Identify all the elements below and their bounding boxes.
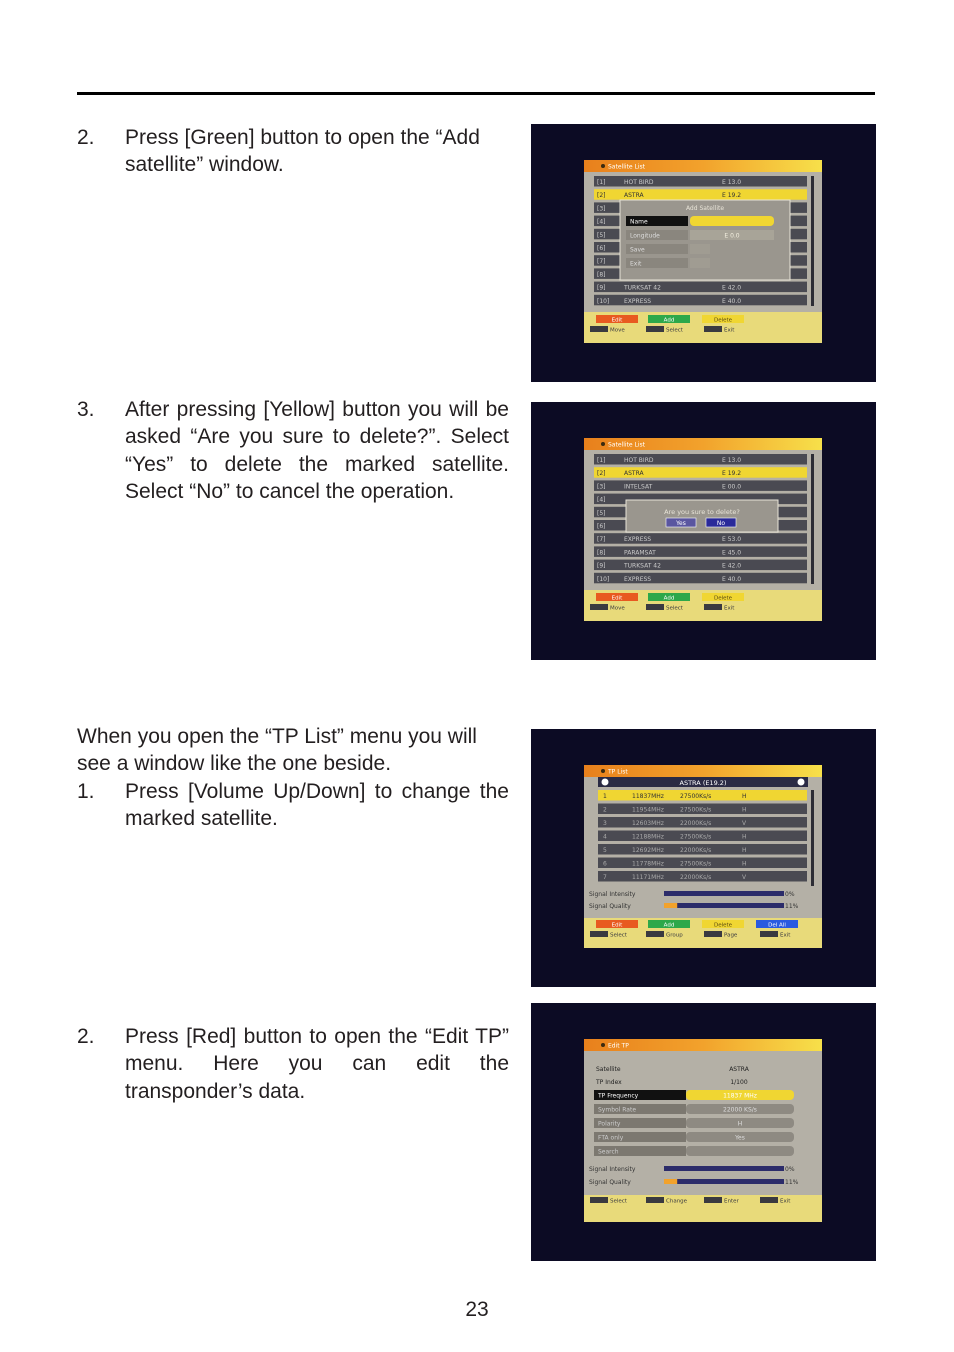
remote-key-icon (590, 1197, 608, 1203)
screenshot-delete-confirm (531, 402, 876, 660)
step-number: 1. (77, 779, 95, 803)
signal-value: 11% (785, 1179, 799, 1186)
bullet-icon (601, 1043, 605, 1047)
section-add-satellite (77, 124, 509, 179)
row-frequency: 12188MHz (632, 833, 664, 841)
screenshot-add-satellite (531, 124, 876, 382)
signal-bar-track (664, 1179, 784, 1184)
row-index: 4 (603, 833, 607, 841)
row-index: [8] (597, 549, 606, 557)
row-index: [3] (597, 483, 606, 491)
dialog-field-label: Save (630, 246, 645, 254)
remote-key-icon (704, 604, 722, 610)
scrollbar (811, 790, 814, 886)
row-index: [9] (597, 284, 606, 292)
row-frequency: 11171MHz (632, 874, 664, 881)
row-frequency: 11778MHz (632, 860, 664, 868)
yes-label: Yes (676, 520, 686, 527)
field-value-bg (686, 1146, 794, 1156)
color-key-label: Add (663, 595, 675, 602)
osd-title: Satellite List (608, 163, 645, 171)
signal-label: Signal Intensity (589, 1166, 636, 1173)
dialog-field-value-bg (690, 244, 710, 254)
row-index: [10] (597, 297, 610, 305)
field-value: 22000 KS/s (723, 1106, 757, 1114)
row-name: TURKSAT 42 (624, 562, 661, 570)
remote-key-icon (590, 931, 608, 937)
row-index: [4] (597, 496, 606, 504)
row-index: [2] (597, 470, 606, 478)
row-index: [5] (597, 231, 606, 239)
osd-svg (584, 160, 822, 343)
hint-label: Select (610, 1198, 627, 1205)
field-value: H (737, 1120, 743, 1128)
row-polarity: H (742, 860, 747, 868)
row-index: [6] (597, 245, 606, 252)
signal-bar-fill (664, 903, 677, 908)
screenshot-tp-list (531, 729, 876, 987)
row-index: 2 (603, 806, 607, 814)
row-polarity: H (742, 806, 747, 814)
color-key-label: Delete (713, 595, 733, 602)
arrow-left-icon (602, 779, 609, 786)
section-edit-tp (77, 1023, 509, 1105)
intro-text: When you open the “TP List” menu you will see a window like the one beside. (77, 725, 477, 776)
field-label: Symbol Rate (598, 1106, 637, 1114)
row-name: ASTRA (624, 192, 644, 200)
row-symbol-rate: 27500Ks/s (680, 860, 712, 868)
signal-label: Signal Quality (589, 1179, 631, 1186)
signal-bar-fill (664, 1179, 677, 1184)
confirm-question: Are you sure to delete? (664, 508, 740, 516)
row-symbol-rate: 27500Ks/s (680, 793, 712, 800)
remote-key-icon (590, 604, 608, 610)
field-label: TP Frequency (598, 1092, 639, 1100)
row-name: INTELSAT (624, 483, 653, 491)
hint-label: Exit (780, 932, 791, 939)
color-key-label: Edit (611, 922, 623, 929)
color-key-label: Edit (611, 317, 623, 324)
osd-satellite-list-add (584, 160, 822, 343)
row-index: [1] (597, 457, 606, 464)
remote-key-icon (704, 931, 722, 937)
row-index: [4] (597, 218, 606, 226)
hint-label: Move (610, 605, 625, 612)
signal-value: 0% (785, 891, 795, 898)
hint-label: Exit (724, 605, 735, 612)
section-tp-list (77, 723, 509, 832)
signal-label: Signal Intensity (589, 891, 636, 898)
row-position: E 42.0 (722, 562, 742, 570)
bullet-icon (601, 442, 605, 446)
row-index: [9] (597, 562, 606, 570)
osd-title: Satellite List (608, 441, 645, 449)
dialog-field-value-bg (690, 258, 710, 268)
info-value: 1/100 (730, 1079, 748, 1086)
step-text: After pressing [Yellow] button you will be asked “Are you sure to delete?”. Select “Yes” to delete the marked satellite. Select “No” to cancel the operation. (125, 398, 509, 503)
row-frequency: 12692MHz (632, 847, 664, 854)
row-index: [2] (597, 192, 606, 200)
dialog-field-label: Exit (630, 260, 642, 268)
header-rule (77, 92, 875, 95)
row-symbol-rate: 22000Ks/s (680, 820, 712, 827)
row-position: E 19.2 (722, 192, 742, 200)
signal-bar-track (664, 903, 784, 908)
info-label: TP Index (596, 1079, 622, 1086)
osd-title: Edit TP (608, 1042, 629, 1050)
row-polarity: V (742, 820, 747, 827)
row-frequency: 11954MHz (632, 806, 664, 814)
step-text: Press [Red] button to open the “Edit TP” menu. Here you can edit the transponder’s data. (125, 1025, 509, 1103)
dialog-field-label: Name (630, 218, 648, 226)
color-key-label: Edit (611, 595, 623, 602)
step-number: 2. (77, 1025, 95, 1048)
signal-bar-track (664, 891, 784, 896)
dialog-title: Add Satellite (685, 205, 725, 212)
remote-key-icon (704, 326, 722, 332)
hint-label: Move (610, 327, 625, 334)
step-text: Press [Volume Up/Down] to change the marked satellite. (125, 779, 509, 830)
row-symbol-rate: 22000Ks/s (680, 874, 712, 881)
step-number: 2. (77, 126, 95, 149)
osd-svg (584, 1039, 822, 1222)
row-name: EXPRESS (624, 536, 652, 544)
arrow-right-icon (798, 779, 805, 786)
row-index: [3] (597, 205, 606, 213)
row-symbol-rate: 22000Ks/s (680, 847, 712, 854)
row-index: [6] (597, 523, 606, 530)
row-name: HOT BIRD (624, 179, 654, 186)
row-position: E 40.0 (722, 297, 742, 305)
row-position: E 19.2 (722, 470, 742, 478)
osd-svg (584, 765, 822, 948)
field-value: Yes (735, 1134, 745, 1142)
row-index: 6 (603, 860, 607, 868)
row-name: HOT BIRD (624, 457, 654, 464)
row-index: 7 (603, 874, 607, 881)
color-key-label: Add (663, 922, 675, 929)
signal-label: Signal Quality (589, 903, 631, 910)
satellite-name: ASTRA (E19.2) (679, 779, 727, 787)
hint-label: Group (666, 932, 683, 939)
row-polarity: V (742, 874, 747, 881)
signal-value: 11% (785, 903, 799, 910)
color-key-label: Add (663, 317, 675, 324)
color-key-label: Delete (713, 317, 733, 324)
row-polarity: H (742, 793, 747, 800)
osd-edit-tp (584, 1039, 822, 1222)
confirm-dialog (626, 500, 778, 532)
row-position: E 00.0 (722, 483, 742, 491)
row-name: EXPRESS (624, 297, 652, 305)
row-index: [10] (597, 575, 610, 583)
scrollbar (811, 454, 814, 584)
remote-key-icon (760, 931, 778, 937)
info-value: ASTRA (729, 1066, 749, 1073)
osd-tp-list (584, 765, 822, 948)
field-label: Search (598, 1148, 619, 1156)
row-index: 5 (603, 847, 607, 854)
scrollbar (811, 176, 814, 306)
signal-value: 0% (785, 1166, 795, 1173)
row-frequency: 12603MHz (632, 820, 664, 827)
row-position: E 42.0 (722, 284, 742, 292)
row-polarity: H (742, 847, 747, 854)
row-position: E 53.0 (722, 536, 742, 544)
hint-label: Enter (724, 1198, 739, 1205)
osd-satellite-list-delete (584, 438, 822, 621)
remote-key-icon (590, 326, 608, 332)
dialog-field-value: E 0.0 (724, 232, 740, 240)
color-key-label: Delete (713, 922, 733, 929)
row-symbol-rate: 27500Ks/s (680, 833, 712, 841)
step-text: Press [Green] button to open the “Add satellite” window. (125, 126, 480, 177)
row-position: E 40.0 (722, 575, 742, 583)
screenshot-edit-tp (531, 1003, 876, 1261)
row-symbol-rate: 27500Ks/s (680, 806, 712, 814)
remote-key-icon (646, 326, 664, 332)
row-index: 1 (603, 793, 607, 800)
signal-bar-track (664, 1166, 784, 1171)
hint-label: Page (724, 932, 738, 939)
hint-label: Exit (780, 1198, 791, 1205)
dialog-field-value-bg (690, 216, 774, 226)
row-frequency: 11837MHz (632, 793, 664, 800)
row-name: TURKSAT 42 (624, 284, 661, 292)
dialog-field-label: Longitude (630, 232, 660, 240)
row-position: E 45.0 (722, 549, 742, 557)
osd-title: TP List (608, 768, 628, 776)
hint-label: Select (666, 327, 683, 334)
hint-label: Change (666, 1198, 688, 1205)
bullet-icon (601, 164, 605, 168)
row-index: [1] (597, 179, 606, 186)
color-key-label: Del All (768, 922, 786, 929)
row-name: ASTRA (624, 470, 644, 478)
hint-label: Select (610, 932, 627, 939)
row-index: [5] (597, 509, 606, 517)
field-label: FTA only (598, 1134, 624, 1142)
remote-key-icon (646, 604, 664, 610)
section-delete-satellite (77, 396, 509, 505)
remote-key-icon (646, 931, 664, 937)
hint-label: Select (666, 605, 683, 612)
row-name: EXPRESS (624, 575, 652, 583)
field-label: Polarity (598, 1120, 621, 1128)
bullet-icon (601, 769, 605, 773)
row-index: [7] (597, 258, 606, 266)
info-label: Satellite (596, 1066, 621, 1073)
hint-label: Exit (724, 327, 735, 334)
row-polarity: H (742, 833, 747, 841)
row-name: PARAMSAT (624, 549, 656, 557)
row-index: [8] (597, 271, 606, 279)
remote-key-icon (760, 1197, 778, 1203)
no-label: No (716, 520, 726, 527)
page-number: 23 (465, 1298, 489, 1321)
row-position: E 13.0 (722, 179, 742, 186)
field-value: 11837 MHz (723, 1092, 757, 1100)
osd-svg (584, 438, 822, 621)
row-position: E 13.0 (722, 457, 742, 464)
remote-key-icon (704, 1197, 722, 1203)
row-index: 3 (603, 820, 607, 827)
step-number: 3. (77, 398, 95, 421)
row-index: [7] (597, 536, 606, 544)
remote-key-icon (646, 1197, 664, 1203)
